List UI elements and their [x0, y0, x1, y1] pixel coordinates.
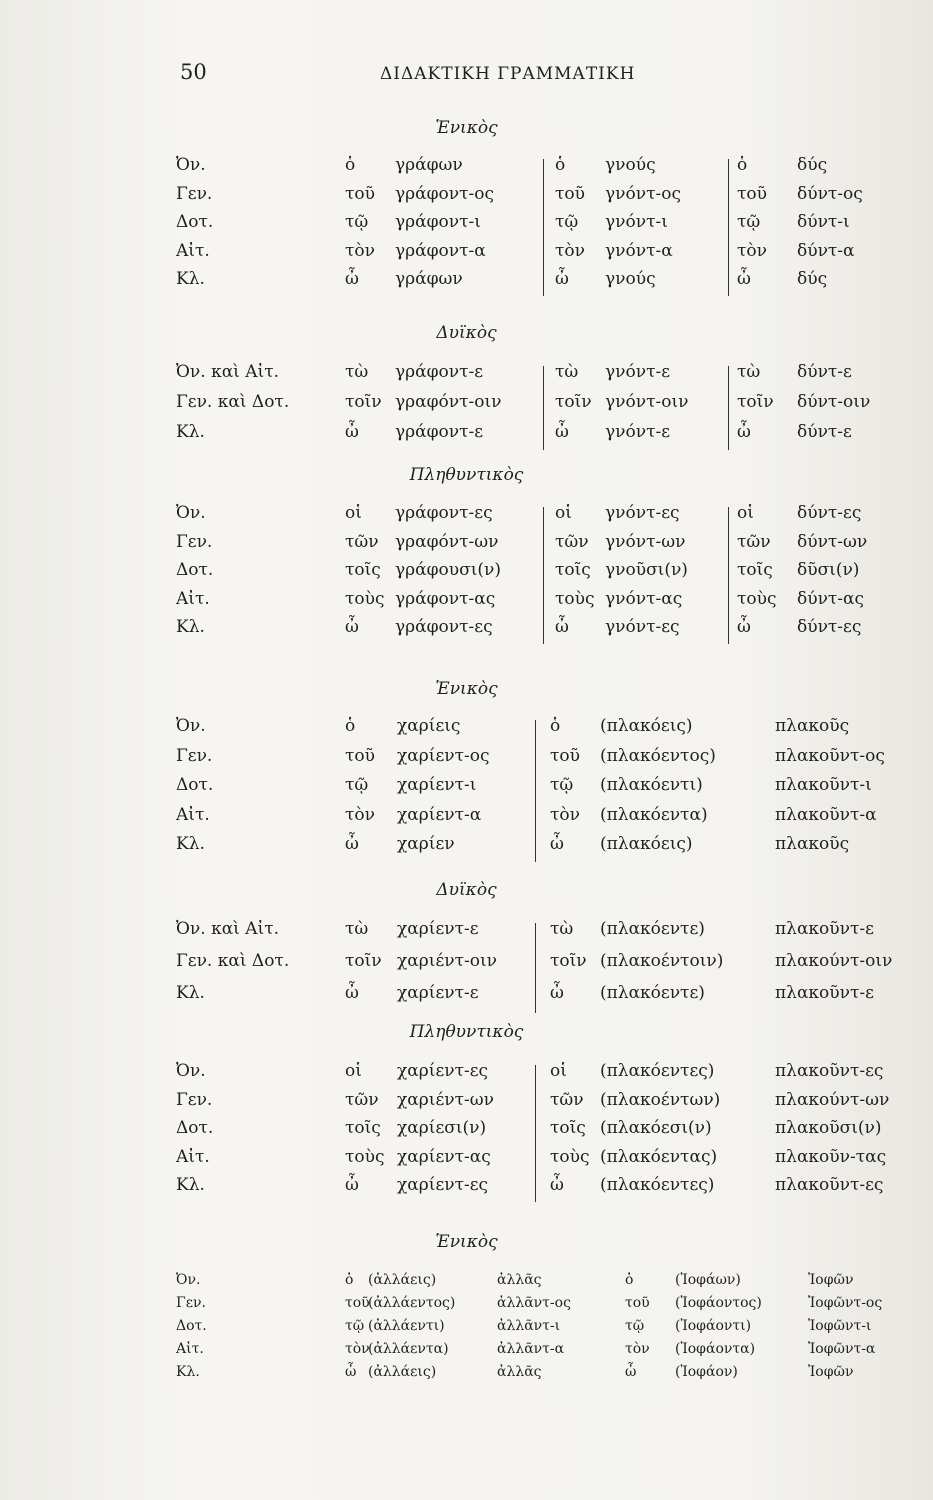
case-label: Αἰτ. [176, 1146, 210, 1167]
word-form: χαρίεν [397, 834, 455, 854]
article: τοῖς [550, 1118, 586, 1138]
article: πλακοῦντ-ε [775, 919, 874, 939]
word-form: Ἰοφῶντ-ι [808, 1318, 872, 1334]
word-form: (ἀλλάεντα) [368, 1341, 449, 1357]
case-label: Ὀν. [176, 716, 206, 736]
column-divider [535, 720, 536, 862]
word-form: ἀλλᾶντ-ι [497, 1318, 561, 1334]
table-row [0, 269, 933, 299]
page-header [0, 60, 933, 90]
word-form: γνόντ-ες [605, 503, 680, 523]
article: πλακούντ-ων [775, 1089, 890, 1110]
word-form: χαρίεσι(ν) [397, 1118, 487, 1138]
article: ὦ [345, 1175, 359, 1195]
word-form: (πλακοέντοιν) [600, 951, 724, 971]
column-divider [543, 507, 544, 644]
article: τὼ [550, 919, 574, 939]
word-form: (πλακόεις) [600, 716, 693, 736]
table-row [0, 983, 933, 1013]
article: τοῖς [345, 1118, 381, 1138]
article: πλακοῦντ-ες [775, 1175, 884, 1195]
case-label: Γεν. καὶ Δοτ. [176, 951, 290, 971]
article: τὼ [737, 362, 761, 382]
section-heading: Δυϊκὸς [436, 880, 497, 900]
word-form: ἀλλᾶς [497, 1272, 542, 1288]
case-label: Αἰτ. [176, 240, 210, 261]
article: τοῦ [550, 745, 580, 766]
article: τοῦ [737, 183, 767, 204]
article: πλακοῦν-τας [775, 1146, 887, 1167]
article: τὸν [555, 240, 585, 261]
word-form: γράφοντ-ι [395, 212, 481, 232]
table-row [0, 1118, 933, 1148]
word-form: ὦ [345, 1364, 357, 1380]
case-label: Αἰτ. [176, 588, 210, 609]
word-form: (πλακόεντε) [600, 983, 705, 1003]
word-form: δύντ-ι [797, 212, 850, 232]
word-form: Ἰοφῶν [808, 1272, 854, 1288]
article: τῷ [345, 212, 369, 232]
article: τοῖν [555, 392, 592, 412]
section-heading: Πληθυντικὸς [409, 1022, 524, 1042]
article: ὦ [737, 269, 751, 289]
article: πλακοῦντ-α [775, 804, 877, 825]
column-divider [543, 159, 544, 296]
word-form: (ἀλλάεντος) [368, 1295, 456, 1311]
column-divider [728, 159, 729, 296]
case-label: Δοτ. [176, 775, 214, 795]
article: τοῖν [550, 951, 587, 971]
article: τοὺς [345, 588, 385, 609]
article: τῷ [555, 212, 579, 232]
case-label: Ὀν. [176, 1272, 201, 1288]
table-row [0, 1364, 933, 1388]
word-form: δύντ-ες [797, 617, 862, 637]
article: τὸν [345, 804, 375, 825]
case-label: Γεν. [176, 1089, 213, 1110]
table-row [0, 617, 933, 647]
case-label: Ὀν. [176, 503, 206, 523]
word-form: γνόντ-ι [605, 212, 668, 232]
article: πλακοῦντ-ος [775, 745, 885, 766]
word-form: ὁ [345, 1272, 354, 1288]
article: ὁ [555, 155, 566, 175]
word-form: γράφοντ-ες [395, 617, 493, 637]
word-form: (ἀλλάεις) [368, 1364, 437, 1380]
word-form: ἀλλᾶς [497, 1364, 542, 1380]
word-form: δύντ-ων [797, 531, 868, 552]
word-form: ὦ [625, 1364, 637, 1380]
section-heading: Πληθυντικὸς [409, 465, 524, 485]
article: τῶν [555, 531, 589, 552]
word-form: γραφόντ-ων [395, 531, 499, 552]
article: τοῦ [345, 183, 375, 204]
article: ὦ [555, 617, 569, 637]
article: πλακοῦντ-ες [775, 1061, 884, 1081]
word-form: (πλακόεντας) [600, 1146, 718, 1167]
word-form: γνούς [605, 155, 656, 175]
word-form: γράφων [395, 155, 463, 175]
article: πλακοῦς [775, 716, 850, 736]
word-form: (Ἰοφάοντι) [675, 1318, 752, 1334]
word-form: γνόντ-ων [605, 531, 686, 552]
table-row [0, 212, 933, 242]
table-row [0, 560, 933, 590]
word-form: δύντ-ας [797, 588, 865, 609]
word-form: τοῦ [345, 1295, 370, 1311]
article: ὦ [345, 269, 359, 289]
article: τῶν [737, 531, 771, 552]
section-heading: Δυϊκὸς [436, 323, 497, 343]
case-label: Κλ. [176, 269, 205, 289]
article: τὼ [345, 362, 369, 382]
case-label: Δοτ. [176, 1318, 207, 1334]
case-label: Γεν. [176, 531, 213, 552]
article: ὁ [550, 716, 561, 736]
word-form: ἀλλᾶντ-α [497, 1341, 565, 1357]
word-form: γράφων [395, 269, 463, 289]
case-label: Κλ. [176, 983, 205, 1003]
case-label: Γεν. [176, 1295, 206, 1311]
table-row [0, 834, 933, 864]
article: τῶν [550, 1089, 584, 1110]
word-form: τὸν [625, 1341, 650, 1357]
article: τῷ [550, 775, 574, 795]
word-form: δύντ-ος [797, 183, 863, 204]
case-label: Δοτ. [176, 560, 214, 580]
article: τοῖς [555, 560, 591, 580]
table-row [0, 775, 933, 805]
word-form: χαρίεντ-ος [397, 745, 490, 766]
word-form: (ἀλλάεντι) [368, 1318, 445, 1334]
word-form: γνόντ-ε [605, 362, 671, 382]
article: τῶν [345, 531, 379, 552]
article: πλακούντ-οιν [775, 951, 893, 971]
word-form: γνόντ-ες [605, 617, 680, 637]
word-form: χαρίεις [397, 716, 461, 736]
article: ὦ [550, 983, 564, 1003]
table-row [0, 805, 933, 835]
article: ὦ [737, 617, 751, 637]
article: τῷ [737, 212, 761, 232]
table-row [0, 155, 933, 185]
article: πλακοῦσι(ν) [775, 1118, 882, 1138]
case-label: Κλ. [176, 617, 205, 637]
column-divider [535, 1065, 536, 1202]
case-label: Γεν. [176, 745, 213, 766]
word-form: γράφουσι(ν) [395, 560, 501, 580]
section-heading: Ἑνικὸς [435, 679, 498, 699]
article: τοῖν [737, 392, 774, 412]
word-form: ὁ [625, 1272, 634, 1288]
word-form: δύντ-οιν [797, 392, 871, 412]
article: τὼ [345, 919, 369, 939]
table-row [0, 1272, 933, 1296]
word-form: (πλακόεντες) [600, 1061, 715, 1081]
word-form: χαρίεντ-ε [397, 919, 479, 939]
word-form: (ἀλλάεις) [368, 1272, 437, 1288]
word-form: (πλακόεντος) [600, 745, 716, 766]
article: πλακοῦντ-ε [775, 983, 874, 1003]
table-row [0, 184, 933, 214]
word-form: τοῦ [625, 1295, 650, 1311]
article: τοῦ [345, 745, 375, 766]
case-label: Δοτ. [176, 1118, 214, 1138]
word-form: δύς [797, 269, 828, 289]
word-form: (πλακόεσι(ν) [600, 1118, 712, 1138]
article: ὁ [345, 155, 356, 175]
column-divider [728, 507, 729, 644]
article: τοὺς [555, 588, 595, 609]
article: ὦ [550, 1175, 564, 1195]
section-heading: Ἑνικὸς [435, 118, 498, 138]
word-form: ἀλλᾶντ-ος [497, 1295, 571, 1311]
article: τῶν [345, 1089, 379, 1110]
word-form: γράφοντ-α [395, 240, 486, 261]
article: οἱ [737, 503, 754, 523]
article: ὦ [345, 983, 359, 1003]
case-label: Ὀν. καὶ Αἰτ. [176, 919, 280, 939]
word-form: δύντ-ε [797, 422, 852, 442]
table-row [0, 951, 933, 981]
word-form: δύντ-α [797, 240, 855, 261]
running-title: ΔΙΔΑΚΤΙΚΗ ΓΡΑΜΜΑΤΙΚΗ [380, 64, 636, 84]
word-form: Ἰοφῶντ-ος [808, 1295, 883, 1311]
word-form: γράφοντ-ος [395, 183, 495, 204]
section-heading: Ἑνικὸς [435, 1232, 498, 1252]
case-label: Γεν. [176, 183, 213, 204]
article: τοὺς [550, 1146, 590, 1167]
article: οἱ [345, 1061, 362, 1081]
table-row [0, 1341, 933, 1365]
table-row [0, 589, 933, 619]
article: ὦ [555, 422, 569, 442]
article: τοῖς [737, 560, 773, 580]
article: πλακοῦς [775, 834, 850, 854]
case-label: Αἰτ. [176, 804, 210, 825]
article: τῷ [345, 775, 369, 795]
article: ὦ [345, 834, 359, 854]
word-form: γνόντ-οιν [605, 392, 689, 412]
word-form: (Ἰοφάων) [675, 1272, 741, 1288]
article: τοῖς [345, 560, 381, 580]
word-form: τῷ [625, 1318, 645, 1334]
word-form: (Ἰοφάον) [675, 1364, 738, 1380]
column-divider [728, 366, 729, 450]
word-form: γνόντ-ος [605, 183, 681, 204]
word-form: τῷ [345, 1318, 365, 1334]
word-form: δύς [797, 155, 828, 175]
word-form: (πλακοέντων) [600, 1089, 721, 1110]
article: πλακοῦντ-ι [775, 775, 872, 795]
table-row [0, 532, 933, 562]
word-form: γράφοντ-ε [395, 422, 484, 442]
article: τοὺς [345, 1146, 385, 1167]
page-number: 50 [180, 60, 207, 84]
article: ὁ [737, 155, 748, 175]
case-label: Κλ. [176, 834, 205, 854]
case-label: Ὀν. [176, 1061, 206, 1081]
word-form: (πλακόεντα) [600, 804, 708, 825]
article: τὼ [555, 362, 579, 382]
article: τοῦ [555, 183, 585, 204]
case-label: Δοτ. [176, 212, 214, 232]
word-form: (Ἰοφάοντος) [675, 1295, 762, 1311]
article: ὦ [555, 269, 569, 289]
table-row [0, 503, 933, 533]
word-form: δῦσι(ν) [797, 560, 860, 580]
word-form: γράφοντ-ε [395, 362, 484, 382]
word-form: (πλακόεις) [600, 834, 693, 854]
word-form: Ἰοφῶν [808, 1364, 854, 1380]
table-row [0, 1090, 933, 1120]
table-row [0, 716, 933, 746]
article: τὸν [737, 240, 767, 261]
article: τοῖν [345, 951, 382, 971]
table-row [0, 746, 933, 776]
article: οἱ [550, 1061, 567, 1081]
case-label: Κλ. [176, 1364, 200, 1380]
word-form: χαρίεντ-ας [397, 1146, 491, 1167]
table-row [0, 1295, 933, 1319]
article: τὸν [345, 240, 375, 261]
article: οἱ [555, 503, 572, 523]
column-divider [535, 923, 536, 1013]
case-label: Ὀν. καὶ Αἰτ. [176, 362, 280, 382]
word-form: χαρίεντ-ε [397, 983, 479, 1003]
word-form: γραφόντ-οιν [395, 392, 502, 412]
table-row [0, 422, 933, 452]
word-form: γράφοντ-ας [395, 588, 496, 609]
case-label: Γεν. καὶ Δοτ. [176, 392, 290, 412]
word-form: γνόντ-ας [605, 588, 683, 609]
table-row [0, 392, 933, 422]
word-form: γνόντ-α [605, 240, 673, 261]
article: ὁ [345, 716, 356, 736]
article: τὸν [550, 804, 580, 825]
word-form: γράφοντ-ες [395, 503, 493, 523]
article: οἱ [345, 503, 362, 523]
word-form: Ἰοφῶντ-α [808, 1341, 876, 1357]
table-row [0, 1175, 933, 1205]
column-divider [543, 366, 544, 450]
article: ὦ [550, 834, 564, 854]
word-form: χαρίεντ-ι [397, 775, 477, 795]
word-form: χαριέντ-οιν [397, 951, 497, 971]
case-label: Κλ. [176, 1175, 205, 1195]
word-form: χαρίεντ-ες [397, 1061, 489, 1081]
word-form: (πλακόεντες) [600, 1175, 715, 1195]
word-form: χαρίεντ-ες [397, 1175, 489, 1195]
article: τοὺς [737, 588, 777, 609]
word-form: δύντ-ες [797, 503, 862, 523]
table-row [0, 241, 933, 271]
article: ὦ [345, 617, 359, 637]
word-form: χαριέντ-ων [397, 1089, 494, 1110]
word-form: δύντ-ε [797, 362, 852, 382]
word-form: (πλακόεντι) [600, 775, 703, 795]
word-form: χαρίεντ-α [397, 804, 482, 825]
table-row [0, 1318, 933, 1342]
table-row [0, 1061, 933, 1091]
case-label: Κλ. [176, 422, 205, 442]
case-label: Ὀν. [176, 155, 206, 175]
table-row [0, 1147, 933, 1177]
table-row [0, 362, 933, 392]
table-row [0, 919, 933, 949]
word-form: (πλακόεντε) [600, 919, 705, 939]
word-form: (Ἰοφάοντα) [675, 1341, 756, 1357]
word-form: τὸν [345, 1341, 370, 1357]
word-form: γνόντ-ε [605, 422, 671, 442]
word-form: γνούς [605, 269, 656, 289]
article: τοῖν [345, 392, 382, 412]
case-label: Αἰτ. [176, 1341, 204, 1357]
article: ὦ [737, 422, 751, 442]
article: ὦ [345, 422, 359, 442]
word-form: γνοῦσι(ν) [605, 560, 688, 580]
